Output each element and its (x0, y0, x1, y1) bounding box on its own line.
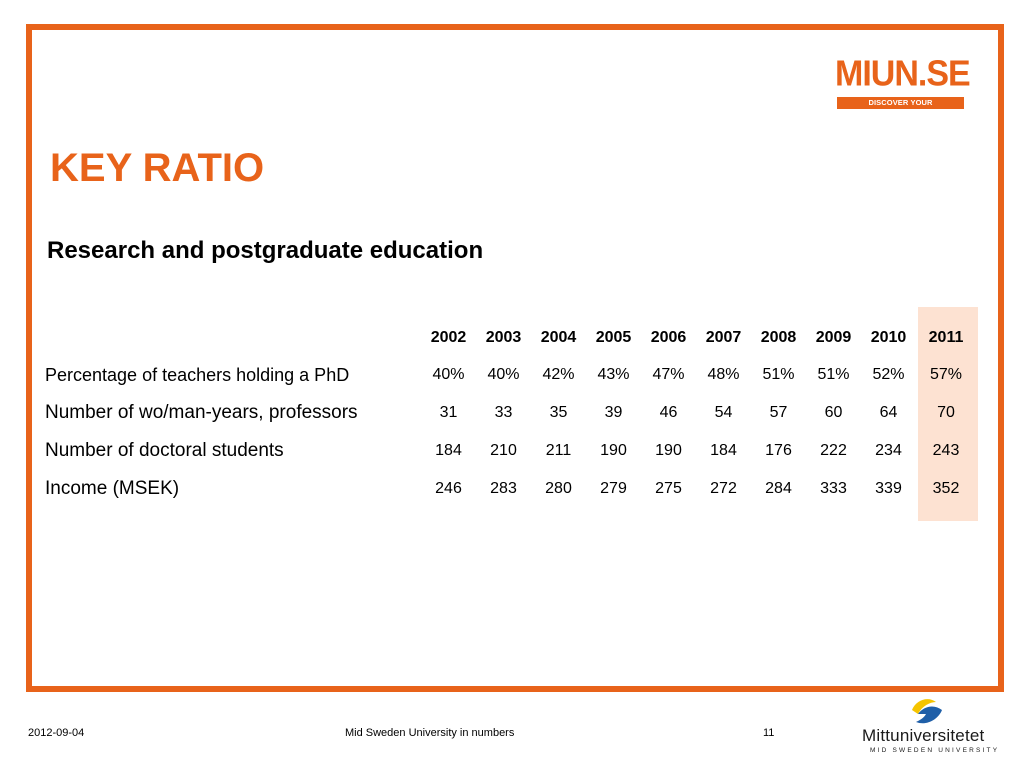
table-cell: 275 (655, 480, 682, 497)
year-header: 2005 (595, 329, 632, 346)
table-cell: 47% (652, 366, 685, 383)
row-label: Number of doctoral students (45, 440, 284, 461)
table-cell: 51% (817, 366, 850, 383)
table-cell: 280 (545, 480, 572, 497)
university-name: Mittuniversitetet (862, 726, 985, 745)
table-cell: 43% (597, 366, 630, 383)
year-header: 2009 (815, 329, 852, 346)
table-cell: 211 (545, 442, 572, 459)
table-cell: 284 (765, 480, 792, 497)
row-label: Percentage of teachers holding a PhD (45, 364, 350, 385)
table-cell: 35 (549, 404, 568, 421)
table-cell: 210 (490, 442, 517, 459)
row-label: Number of wo/man-years, professors (45, 402, 358, 423)
page-subtitle: Research and postgraduate education (47, 237, 484, 264)
table-cell: 184 (435, 442, 462, 459)
key-ratio-table (45, 320, 976, 508)
table-cell: 40% (432, 366, 465, 383)
table-header-row (45, 320, 976, 356)
table-cell: 60 (824, 404, 843, 421)
table-cell: 64 (879, 404, 898, 421)
table-header-empty (45, 320, 421, 356)
footer-page-number: 11 (763, 727, 775, 739)
table-cell: 272 (710, 480, 737, 497)
mittuniversitetet-logo (862, 696, 1000, 756)
year-header: 2007 (705, 329, 742, 346)
page-title: KEY RATIO (50, 146, 265, 190)
table-row (45, 470, 976, 508)
university-emblem-icon (906, 696, 946, 728)
table-cell: 46 (659, 404, 678, 421)
row-label: Income (MSEK) (45, 478, 180, 499)
year-header: 2006 (650, 329, 687, 346)
logo-brand-text: MIUN.SE (835, 54, 970, 94)
logo-tagline: DISCOVER YOUR OPPORTUNITIES (837, 97, 964, 109)
table-cell: 40% (487, 366, 520, 383)
year-header: 2003 (485, 329, 522, 346)
table-cell: 52% (872, 366, 905, 383)
table-cell-highlight: 243 (932, 442, 960, 459)
table-cell: 339 (875, 480, 902, 497)
university-subtitle: MID SWEDEN UNIVERSITY (870, 747, 1000, 754)
table-cell-highlight: 70 (937, 404, 955, 421)
footer-date: 2012-09-04 (28, 727, 85, 739)
year-header-highlight: 2011 (928, 329, 964, 346)
table-cell: 42% (542, 366, 575, 383)
table-cell: 333 (820, 480, 847, 497)
table-cell: 246 (435, 480, 462, 497)
table-cell: 48% (707, 366, 740, 383)
year-header: 2002 (430, 329, 467, 346)
table-cell: 190 (600, 442, 627, 459)
table-cell: 57 (769, 404, 788, 421)
table-cell: 222 (820, 442, 847, 459)
year-header: 2008 (760, 329, 797, 346)
table-cell: 283 (490, 480, 517, 497)
table-cell: 234 (875, 442, 902, 459)
table-cell: 31 (439, 404, 458, 421)
table-cell: 39 (604, 404, 623, 421)
table-cell-highlight: 57% (929, 366, 963, 383)
table-cell: 33 (494, 404, 513, 421)
table-row (45, 394, 976, 432)
footer-title: Mid Sweden University in numbers (345, 727, 515, 739)
table-row (45, 356, 976, 394)
table-cell: 190 (655, 442, 682, 459)
table-cell: 54 (714, 404, 733, 421)
miun-logo (835, 54, 970, 119)
year-header: 2010 (870, 329, 907, 346)
table-cell: 184 (710, 442, 737, 459)
table-cell: 51% (762, 366, 795, 383)
table-cell: 279 (600, 480, 627, 497)
table-row (45, 432, 976, 470)
table-cell: 176 (765, 442, 792, 459)
year-header: 2004 (540, 329, 577, 346)
table-cell-highlight: 352 (932, 480, 960, 497)
